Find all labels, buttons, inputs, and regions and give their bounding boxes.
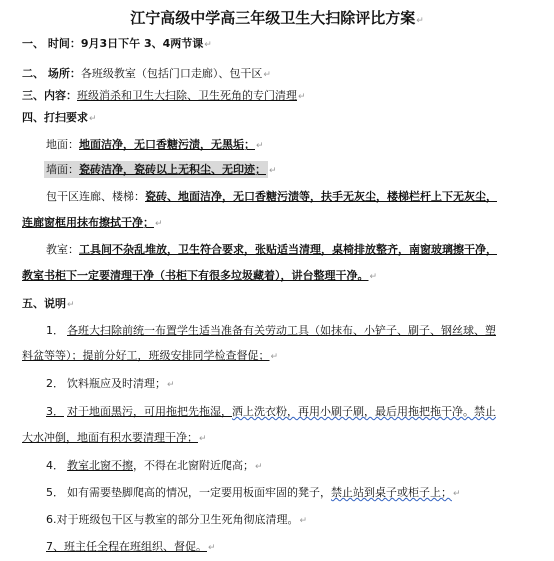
- note-6-text: 6.对于班级包干区与教室的部分卫生死角彻底清理。: [46, 513, 299, 526]
- requirement-area-text-2: 连廊窗框用抹布擦拭干净；: [22, 216, 154, 229]
- paragraph-mark: ↵: [67, 300, 75, 310]
- document-title: [0, 8, 554, 31]
- requirement-wall-highlight: [44, 161, 268, 178]
- note-7: [46, 540, 554, 555]
- paragraph-mark: ↵: [299, 516, 308, 526]
- requirements-heading: 四、打扫要求: [22, 111, 88, 124]
- requirement-ground-text: 地面洁净，无口香糖污渍，无黑垢；: [79, 138, 255, 151]
- section-content-value: 班级消杀和卫生大扫除、卫生死角的专门清理: [77, 89, 297, 102]
- requirement-area-line1: [46, 190, 554, 204]
- requirement-classroom-text-2: 教室书柜下一定要清理干净（书柜下有很多垃圾藏着），讲台整理干净。: [22, 269, 369, 282]
- requirement-area-label: 包干区连廊、楼梯：: [46, 190, 145, 203]
- requirement-ground-label: 地面：: [46, 138, 79, 151]
- paragraph-mark: ↵: [453, 489, 461, 499]
- note-7-text: 7、班主任全程在班组织、督促。: [46, 540, 207, 553]
- note-3-text-2: 大水冲倒，地面有积水要清理干净；: [22, 431, 198, 444]
- requirement-wall-text: 瓷砖洁净，瓷砖以上无积尘、无印迹；: [79, 163, 266, 176]
- note-3-number: 3．: [46, 405, 64, 418]
- note-5: [46, 486, 554, 501]
- requirement-classroom-text-1: 工具间不杂乱堆放，卫生符合要求，张贴适当清理，桌椅排放整齐，南窗玻璃擦干净，: [79, 243, 497, 256]
- note-3-text-1a: 对于地面黑污，可用拖把先拖湿，: [67, 405, 232, 418]
- paragraph-mark: ↵: [269, 166, 277, 176]
- section-time: [22, 37, 554, 52]
- note-4-text-a: 教室北窗不擦: [67, 459, 133, 472]
- section-notes-heading: [22, 297, 554, 312]
- section-requirements-heading: [22, 111, 554, 126]
- title-text: 江宁高级中学高三年级卫生大扫除评比方案: [130, 9, 416, 27]
- requirement-wall: [44, 163, 277, 178]
- note-1-text-1: 各班大扫除前统一布置学生适当准备有关劳动工具（如抹布、小铲子、刷子、钢丝球、塑: [67, 324, 496, 337]
- section-time-value: 9月3日下午 3、4两节课: [80, 37, 204, 50]
- note-3-line1: [46, 405, 554, 419]
- paragraph-mark: ↵: [89, 114, 97, 124]
- section-time-label: 一、 时间：: [22, 37, 81, 50]
- note-1-line1: [46, 324, 554, 338]
- paragraph-mark: ↵: [369, 272, 378, 282]
- paragraph-mark: ↵: [167, 380, 175, 390]
- note-3-text-1b: 洒上洗衣粉，再用小刷子刷，最后用拖把拖干净。禁止: [232, 405, 496, 418]
- note-2-number: 2．: [46, 377, 64, 390]
- note-1-text-2: 料盆等等）；提前分好工，班级安排同学检查督促；: [22, 349, 270, 362]
- requirement-area-line2: [22, 216, 554, 231]
- section-place-label: 二、 场所：: [22, 67, 81, 80]
- paragraph-mark: ↵: [256, 141, 264, 151]
- note-4-number: 4．: [46, 459, 64, 472]
- section-place-value: 各班级教室（包括门口走廊）、包干区: [80, 67, 263, 80]
- requirement-classroom-label: 教室：: [46, 243, 79, 256]
- section-content: [22, 89, 554, 104]
- note-2-text: 饮料瓶应及时清理；: [67, 377, 166, 390]
- note-6: [46, 513, 554, 528]
- note-4: [46, 459, 554, 474]
- paragraph-mark: ↵: [270, 352, 279, 362]
- paragraph-mark: ↵: [416, 16, 424, 26]
- note-4-text-b: ，不得在北窗附近爬高；: [133, 459, 254, 472]
- requirement-wall-label: 墙面：: [46, 163, 79, 176]
- requirement-classroom-line1: [46, 243, 554, 257]
- note-1-line2: [22, 349, 554, 364]
- paragraph-mark: ↵: [155, 219, 163, 229]
- note-2: [46, 377, 554, 392]
- notes-heading: 五、说明: [22, 297, 66, 310]
- paragraph-mark: ↵: [204, 40, 212, 50]
- note-5-text-b: 禁止站到桌子或柜子上；: [331, 486, 452, 499]
- section-place: [22, 67, 554, 82]
- note-3-line2: [22, 431, 554, 446]
- paragraph-mark: ↵: [255, 462, 263, 472]
- note-5-number: 5．: [46, 486, 64, 499]
- section-content-label: 三、内容：: [22, 89, 77, 102]
- note-5-text-a: 如有需要垫脚爬高的情况，一定要用板面牢固的凳子，: [67, 486, 331, 499]
- paragraph-mark: ↵: [208, 543, 216, 553]
- paragraph-mark: ↵: [263, 70, 271, 80]
- paragraph-mark: ↵: [199, 434, 207, 444]
- paragraph-mark: ↵: [298, 92, 306, 102]
- requirement-ground: [46, 138, 554, 153]
- requirement-area-text-1: 瓷砖、地面洁净，无口香糖污渍等，扶手无灰尘，楼梯栏杆上下无灰尘，: [145, 190, 497, 203]
- requirement-classroom-line2: [22, 269, 554, 284]
- note-1-number: 1．: [46, 324, 64, 337]
